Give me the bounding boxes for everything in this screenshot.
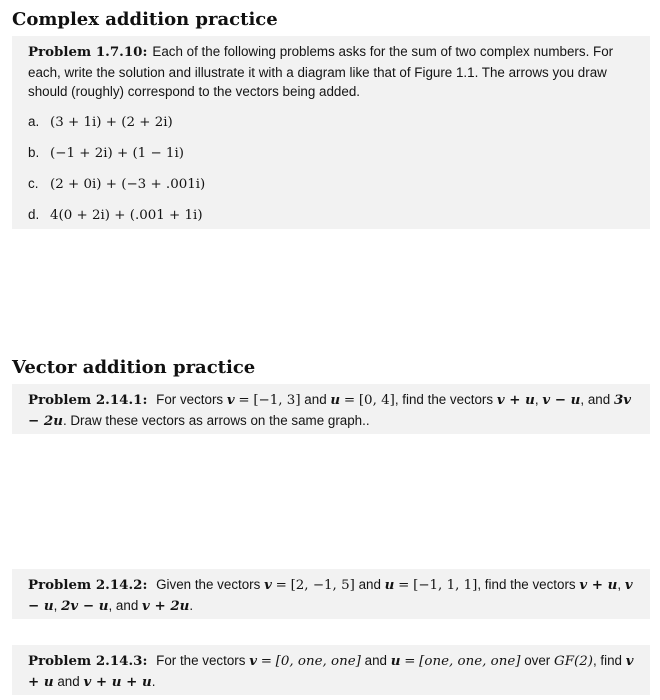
vector-v-value: [0, one, one] xyxy=(275,654,361,669)
problem-number: Problem 1.7.10: xyxy=(28,44,148,60)
section-title-vector-addition: Vector addition practice xyxy=(12,357,256,378)
equals-sign: = xyxy=(238,393,250,408)
problem-box-1-7-10 xyxy=(12,36,650,229)
text-fragment: . Draw these vectors as arrows on the same graph.. xyxy=(62,412,370,428)
problem-number: Problem 2.14.3: xyxy=(28,653,148,669)
text-fragment: and xyxy=(304,392,327,407)
equals-sign: = xyxy=(404,654,416,669)
item-label: c. xyxy=(28,175,39,191)
expression: v − u xyxy=(28,577,633,614)
vector-v: v xyxy=(264,577,272,593)
equals-sign: = xyxy=(260,654,272,669)
end-period: . xyxy=(189,597,194,613)
vector-u: u xyxy=(390,653,401,669)
problem-number: Problem 2.14.1: xyxy=(28,392,148,408)
problem-items xyxy=(28,112,636,236)
list-item xyxy=(28,112,636,143)
vector-v: v xyxy=(249,653,257,669)
item-expression: 4(0 + 2i) + (.001 + 1i) xyxy=(50,207,203,223)
separator: , xyxy=(53,597,58,613)
text-fragment: and xyxy=(358,577,381,592)
text-fragment: , and xyxy=(108,597,139,613)
expression: v + u + u xyxy=(83,673,152,690)
expression: 3v − 2u xyxy=(28,392,632,429)
equals-sign: = xyxy=(398,578,410,593)
problem-box-2-14-3 xyxy=(12,645,650,695)
item-label: a. xyxy=(28,113,40,129)
text-fragment: and xyxy=(57,673,80,689)
text-fragment: , and xyxy=(580,392,611,407)
problem-statement xyxy=(28,42,636,102)
problem-number: Problem 2.14.2: xyxy=(28,577,148,593)
vector-v-value: [−1, 3] xyxy=(253,393,301,408)
item-expression: (−1 + 2i) + (1 − 1i) xyxy=(50,145,184,161)
vector-u-value: [−1, 1, 1] xyxy=(413,578,478,593)
end-period: . xyxy=(151,673,156,689)
section-title-complex-addition: Complex addition practice xyxy=(12,9,278,30)
text-fragment: and xyxy=(364,653,387,668)
text-fragment: , find the vectors xyxy=(394,392,494,407)
vector-u-value: [0, 4] xyxy=(358,393,395,408)
text-fragment: Given the vectors xyxy=(156,577,261,592)
vector-u-value: [one, one, one] xyxy=(419,654,521,669)
separator: , xyxy=(617,577,622,592)
text-fragment: For the vectors xyxy=(156,653,246,668)
item-label: d. xyxy=(28,206,40,222)
expression: v + u xyxy=(496,392,535,408)
vector-u: u xyxy=(384,577,395,593)
item-label: b. xyxy=(28,144,40,160)
list-item xyxy=(28,205,636,236)
vector-v-value: [2, −1, 5] xyxy=(290,578,355,593)
expression: v + 2u xyxy=(142,597,190,614)
expression: v + u xyxy=(579,577,618,593)
problem-text: Each of the following problems asks for the sum of two complex numbers. For each, write the solution and illustrate it with a diagram like that of Figure 1.1. The arrows you draw should (roughly) correspond to the vectors being added. xyxy=(28,44,614,99)
text-fragment: over xyxy=(524,653,551,668)
text-fragment: For vectors xyxy=(156,392,224,407)
text-fragment: , find xyxy=(592,653,622,668)
expression: v − u xyxy=(542,392,581,408)
problem-box-2-14-2 xyxy=(12,569,650,619)
item-expression: (2 + 0i) + (−3 + .001i) xyxy=(50,176,206,192)
expression: v + u xyxy=(28,653,634,690)
equals-sign: = xyxy=(343,393,356,408)
vector-v: v xyxy=(226,392,235,408)
separator: , xyxy=(534,392,539,407)
equals-sign: = xyxy=(275,578,287,593)
vector-u: u xyxy=(330,392,341,408)
problem-box-2-14-1 xyxy=(12,384,650,434)
field-name: GF(2) xyxy=(554,654,593,669)
list-item xyxy=(28,174,636,205)
item-expression: (3 + 1i) + (2 + 2i) xyxy=(50,114,173,130)
expression: 2v − u xyxy=(61,597,109,614)
list-item xyxy=(28,143,636,174)
text-fragment: , find the vectors xyxy=(477,577,576,592)
